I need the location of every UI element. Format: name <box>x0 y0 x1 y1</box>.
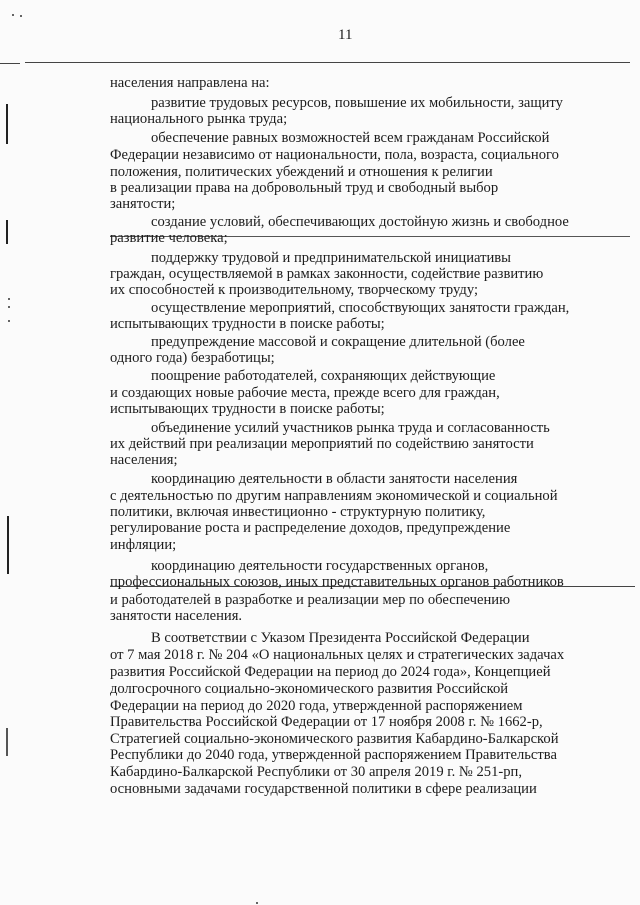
text-line: и работодателей в разработке и реализации мер по обеспечению <box>110 592 510 608</box>
scan-line-top <box>25 62 630 63</box>
text-line: занятости населения. <box>110 608 243 624</box>
text-line: одного года) безработицы; <box>110 350 275 366</box>
text-line: развитие трудовых ресурсов, повышение их мобильности, защиту <box>151 95 563 111</box>
text-line: долгосрочного социально-экономического развития Российской <box>110 681 509 697</box>
text-line: их способностей к производительному, творческому труду; <box>110 282 478 298</box>
text-line: испытывающих трудности в поиске работы; <box>110 401 385 417</box>
text-line: Стратегией социально-экономического развития Кабардино-Балкарской <box>110 731 559 747</box>
text-line: обеспечение равных возможностей всем гражданам Российской <box>151 130 550 146</box>
text-line: предупреждение массовой и сокращение длительной (более <box>151 334 525 350</box>
text-line: инфляции; <box>110 537 177 553</box>
text-line: развитие человека; <box>110 230 228 246</box>
text-line: Республики до 2040 года, утвержденной распоряжением Правительства <box>110 747 557 763</box>
text-line: Правительства Российской Федерации от 17 ноября 2008 г. № 1662-р, <box>110 714 543 730</box>
margin-mark-1 <box>6 104 8 144</box>
text-line: развития Российской Федерации на период до 2024 года», Концепцией <box>110 664 551 680</box>
text-line: В соответствии с Указом Президента Российской Федерации <box>151 630 530 646</box>
scan-dot-3 <box>8 298 10 300</box>
text-line: объединение усилий участников рынка труда и согласованность <box>151 420 550 436</box>
page-number: 11 <box>338 27 353 43</box>
text-line: поддержку трудовой и предпринимательской инициативы <box>151 250 511 266</box>
scan-dot-5 <box>8 320 10 322</box>
text-line: и создающих новые рабочие места, прежде всего для граждан, <box>110 385 500 401</box>
scan-dot-4 <box>8 306 10 308</box>
scan-dot-6 <box>256 902 258 904</box>
scan-dot-2 <box>20 15 22 17</box>
text-line: с деятельностью по другим направлениям экономической и социальной <box>110 488 558 504</box>
margin-mark-3 <box>7 516 9 574</box>
text-line: положения, политических убеждений и отношения к религии <box>110 164 493 180</box>
text-line: осуществление мероприятий, способствующих занятости граждан, <box>151 300 570 316</box>
text-line: их действий при реализации мероприятий по содействию занятости <box>110 436 534 452</box>
text-line: координацию деятельности в области занятости населения <box>151 471 518 487</box>
text-line: политики, включая инвестиционно - структурную политику, <box>110 504 486 520</box>
text-line: в реализации права на добровольный труд и свободный выбор <box>110 180 499 196</box>
margin-mark-2 <box>6 220 8 244</box>
text-line: создание условий, обеспечивающих достойную жизнь и свободное <box>151 214 569 230</box>
scan-line-left-top <box>0 63 20 64</box>
text-line: населения; <box>110 452 178 468</box>
text-line: населения направлена на: <box>110 75 270 91</box>
text-line: основными задачами государственной политики в сфере реализации <box>110 781 537 797</box>
text-line: Федерации на период до 2020 года, утвержденной распоряжением <box>110 698 523 714</box>
text-line: занятости; <box>110 196 176 212</box>
text-line: поощрение работодателей, сохраняющих действующие <box>151 368 496 384</box>
scan-dot-1 <box>12 14 14 16</box>
text-line: профессиональных союзов, иных представительных органов работников <box>110 574 564 590</box>
text-line: регулирование роста и распределение доходов, предупреждение <box>110 520 511 536</box>
text-line: национального рынка труда; <box>110 111 288 127</box>
text-line: координацию деятельности государственных органов, <box>151 558 489 574</box>
text-line: испытывающих трудности в поиске работы; <box>110 316 385 332</box>
margin-mark-4 <box>6 728 8 756</box>
text-line: граждан, осуществляемой в рамках законности, содействие развитию <box>110 266 544 282</box>
text-line: от 7 мая 2018 г. № 204 «О национальных целях и стратегических задачах <box>110 647 565 663</box>
text-line <box>110 164 580 180</box>
text-line: Кабардино-Балкарской Республики от 30 апреля 2019 г. № 251-рп, <box>110 764 523 780</box>
text-line: Федерации независимо от национальности, пола, возраста, социального <box>110 147 559 163</box>
